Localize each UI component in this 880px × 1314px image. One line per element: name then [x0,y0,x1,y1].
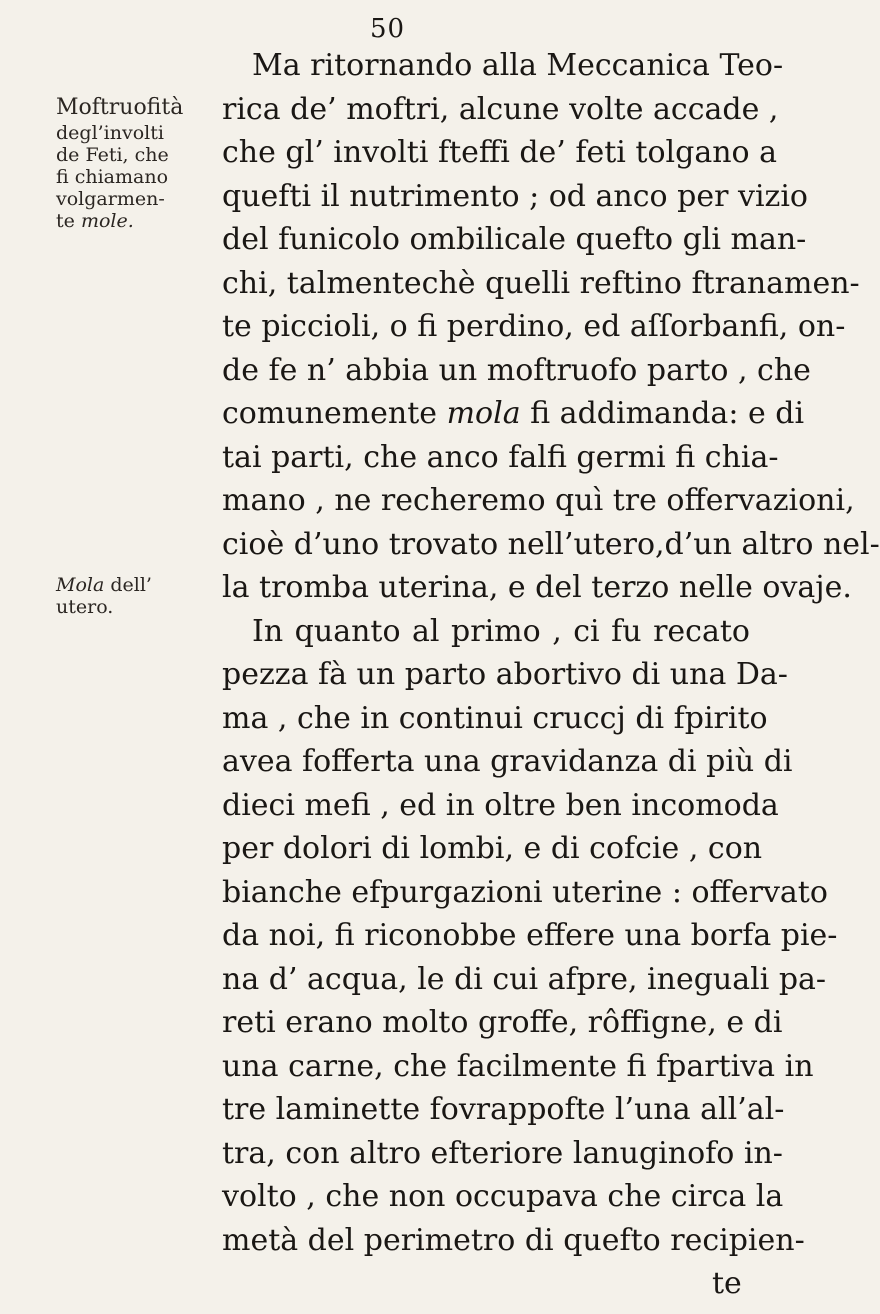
text-line: volto , che non occupava che circa la [222,1179,784,1214]
margin-note-line: volgarmen- [56,188,165,210]
page-number: 50 [370,14,406,44]
text-line: de fe n’ abbia un moftruofo parto , che [222,352,811,388]
text-line: In quanto al primo , ci fu recato [252,613,750,649]
margin-note-line: de Feti, che [56,144,169,166]
text-line: pezza fà un parto abortivo di una Da- [222,657,788,692]
margin-note-word: te [56,210,75,232]
body-text [222,44,880,1306]
text-line: dieci mefi , ed in oltre ben incomoda [222,787,779,823]
margin-note-line: degl’involti [56,122,164,144]
text-line: mano , ne recheremo quì tre offervazioni, [222,483,855,518]
text-line: la tromba uterina, e del terzo nelle ovaje. [222,570,852,605]
text-segment: comunemente [222,396,438,431]
margin-note-word: dell’ [110,574,152,596]
text-line: ma , che in continui cruccj di fpirito [222,700,768,736]
text-line: del funicolo ombilicale quefto gli man- [222,222,807,257]
text-line: che gl’ involti fteffi de’ feti tolgano a [222,135,778,170]
text-line: rica de’ moftri, alcune volte accade , [222,91,779,127]
text-segment: fi addimanda: e di [530,396,805,431]
text-line: avea fofferta una gravidanza di più di [222,744,793,779]
margin-note-word-italic: Mola [56,574,105,596]
text-line: da noi, fi riconobbe effere una borfa pie- [222,918,838,953]
text-line: te piccioli, o fi perdino, ed aſſorbanfi, on- [222,309,846,344]
margin-note-monstrosity [56,94,216,232]
margin-note-line [56,574,216,596]
text-line: metà del perimetro di quefto recipien- [222,1222,805,1258]
text-line: reti erano molto groffe, rôffigne, e di [222,1005,783,1040]
text-line: na d’ acqua, le di cui afpre, ineguali pa- [222,961,827,997]
margin-note-uterine-mole [56,574,216,618]
margin-note-line: utero. [56,596,114,618]
margin-note-line [56,210,216,232]
text-line: Ma ritornando alla Meccanica Teo- [252,48,784,83]
text-line: chi, talmentechè quelli reftino ftranamen- [222,265,860,301]
text-line: per dolori di lombi, e di cofcie , con [222,831,763,866]
text-line: una carne, che facilmente fi fpartiva in [222,1048,814,1084]
text-line [222,392,805,436]
margin-note-line: Moftruofità [56,95,184,120]
text-line: tra, con altro efteriore lanuginofo in- [222,1135,783,1171]
margin-note-word-italic: mole. [80,210,134,232]
text-line: cioè d’uno trovato nell’utero,d’un altro nel- [222,526,880,562]
text-line: tre laminette fovrappofte l’una all’al- [222,1092,785,1127]
catchword: te [712,1266,742,1301]
text-line: tai parti, che anco falfi germi fi chia- [222,439,779,475]
text-line: quefti il nutrimento ; od anco per vizio [222,178,808,214]
margin-note-line: fi chiamano [56,166,169,188]
text-line: bianche efpurgazioni uterine : offervato [222,874,828,910]
term-mola: mola [446,396,521,431]
